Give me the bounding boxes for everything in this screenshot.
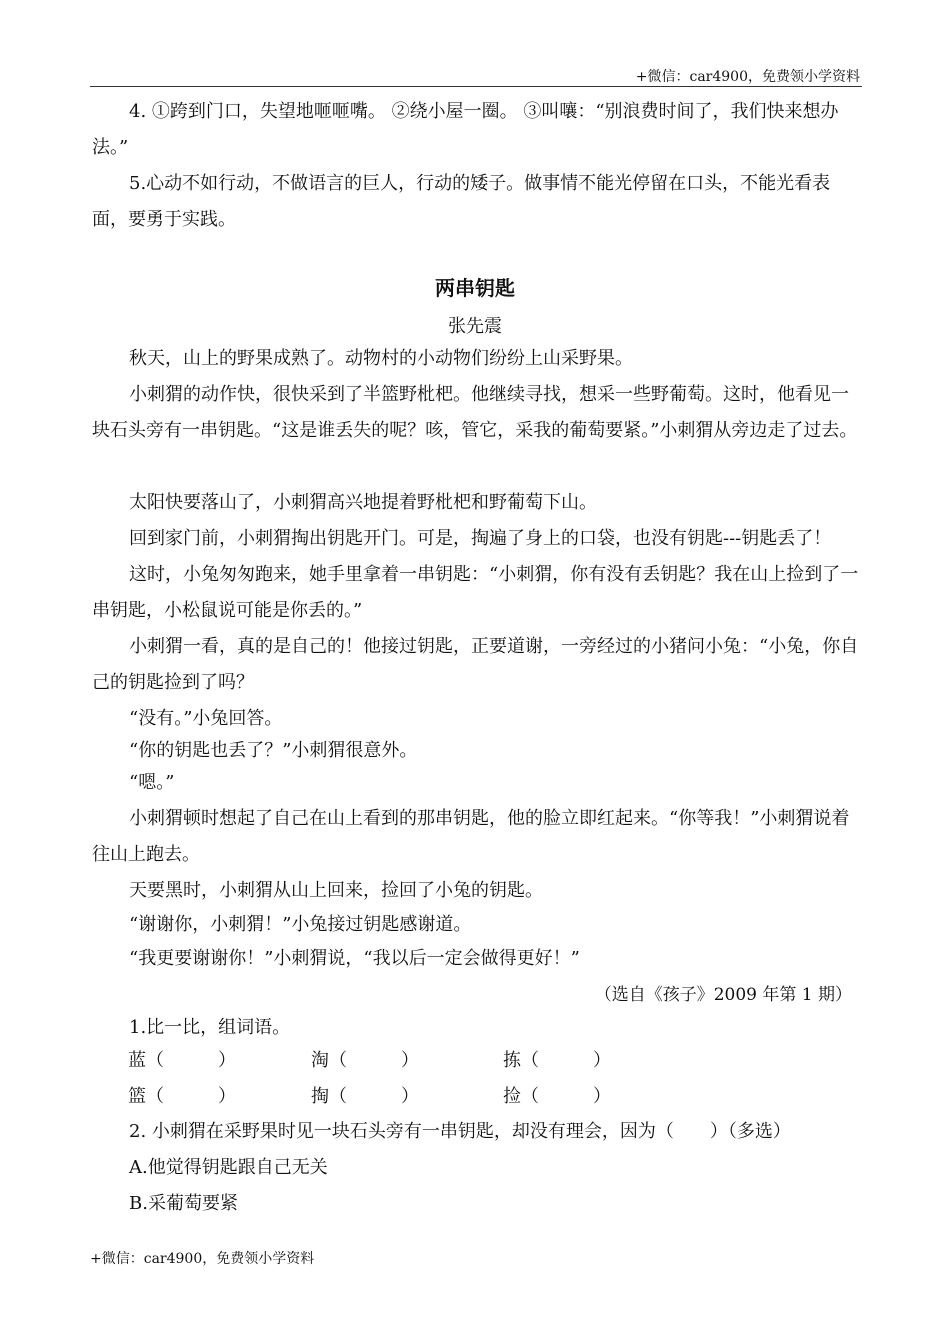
word-item: 篮（ ） [128,1086,236,1107]
word-item: 蓝（ ） [128,1050,236,1071]
story-paragraph: 小刺猬的动作快，很快采到了半篮野枇杷。他继续寻找，想采一些野葡萄。这时，他看见一块石头旁有一串钥匙。“这是谁丢失的呢？咳，管它，采我的葡萄要紧。”小刺猬从旁边走了过去。 [92,384,858,441]
answer-4: 4. ①跨到门口，失望地咂咂嘴。 ②绕小屋一圈。 ③叫嚷：“别浪费时间了，我们快来想办法。” [92,101,839,158]
story-author: 张先震 [448,316,502,337]
story-paragraph: 小刺猬顿时想起了自己在山上看到的那串钥匙，他的脸立即红起来。“你等我！”小刺猬说着往山上跑去。 [92,808,850,865]
story-paragraph: 小刺猬一看，真的是自己的！他接过钥匙，正要道谢，一旁经过的小猪问小兔：“小兔，你自己的钥匙捡到了吗？ [92,636,859,693]
word-row [128,1082,728,1116]
word-row [128,1046,728,1080]
word-item: 拣（ ） [503,1050,611,1071]
footer-note: +微信：car4900，免费领小学资料 [90,1251,315,1267]
story-paragraph: 秋天，山上的野果成熟了。动物村的小动物们纷纷上山采野果。 [129,348,633,369]
header-divider [90,86,862,87]
word-item: 掏（ ） [311,1086,419,1107]
story-paragraph: “嗯。” [129,772,175,793]
answer-5: 5.心动不如行动，不做语言的巨人，行动的矮子。做事情不能光停留在口头，不能光看表面，要勇于实践。 [92,173,831,230]
story-paragraph: 天要黑时，小刺猬从山上回来，捡回了小兔的钥匙。 [129,880,543,901]
story-paragraph: “我更要谢谢你！”小刺猬说，“我以后一定会做得更好！” [129,948,580,969]
story-paragraph: 这时，小兔匆匆跑来，她手里拿着一串钥匙：“小刺猬，你有没有丢钥匙？我在山上捡到了一串钥匙，小松鼠说可能是你丢的。” [92,564,859,621]
word-item: 捡（ ） [503,1086,611,1107]
story-paragraph: 太阳快要落山了，小刺猬高兴地提着野枇杷和野葡萄下山。 [129,492,597,513]
question-1: 1.比一比，组词语。 [129,1017,291,1038]
story-paragraph: “没有。”小兔回答。 [129,708,283,729]
story-paragraph: 回到家门前，小刺猬掏出钥匙开门。可是，掏遍了身上的口袋，也没有钥匙---钥匙丢了！ [129,528,832,549]
story-paragraph: “你的钥匙也丢了？”小刺猬很意外。 [129,740,418,761]
story-source: （选自《孩子》2009 年第 1 期） [594,985,852,1005]
header-note: +微信：car4900，免费领小学资料 [635,69,860,85]
story-paragraph: “谢谢你，小刺猬！”小兔接过钥匙感谢道。 [129,914,472,935]
option-b: B.采葡萄要紧 [129,1193,238,1214]
question-2: 2. 小刺猬在采野果时见一块石头旁有一串钥匙，却没有理会，因为（ ）（多选） [129,1121,791,1142]
option-a: A.他觉得钥匙跟自己无关 [129,1157,328,1178]
word-item: 淘（ ） [311,1050,419,1071]
story-title: 两串钥匙 [435,276,515,300]
